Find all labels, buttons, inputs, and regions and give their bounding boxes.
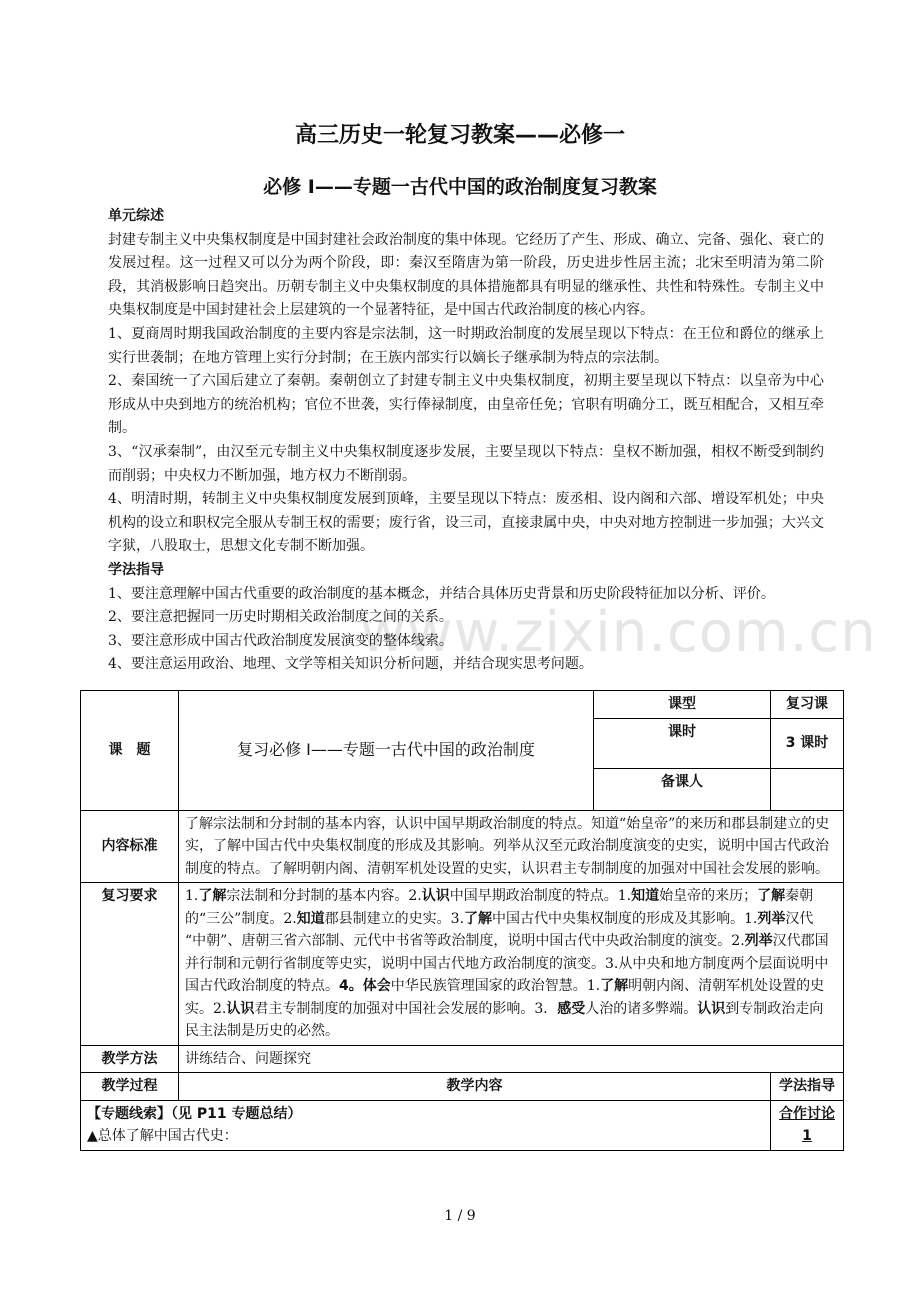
- topic-label: 课 题: [81, 691, 179, 811]
- preparer-value: [771, 768, 844, 810]
- intro-paragraph: 4、明清时期，转制主义中央集权制度发展到顶峰，主要呈现以下特点：废丞相、设内阁和六部、增设军机处；中央机构的设立和职权完全服从专制王权的需要；废行省，设三司，直接隶属中央，中央对地方控制进一步加强；大兴文字狱，八股取士，思想文化专制不断加强。: [108, 491, 824, 555]
- page-number: 1 / 9: [444, 1208, 476, 1224]
- intro-heading: 单元综述: [108, 208, 164, 224]
- topic-value: 复习必修 I——专题一古代中国的政治制度: [179, 691, 594, 811]
- page-title: 高三历史一轮复习教案——必修一: [294, 123, 625, 148]
- watermark: www.zixin.com.cn: [360, 600, 877, 665]
- method-item: 2、要注意把握同一历史时期相关政治制度之间的关系。: [108, 609, 453, 626]
- discussion-label: 合作讨论 1: [771, 1100, 844, 1150]
- guide-label: 学法指导: [771, 1073, 844, 1101]
- teaching-method-label: 教学方法: [81, 1045, 179, 1073]
- intro-paragraph: 3、“汉承秦制”，由汉至元专制主义中央集权制度逐步发展，主要呈现以下特点：皇权不断加强，相权不断受到制约而削弱；中央权力不断加强，地方权力不断削弱。: [108, 443, 824, 484]
- intro-section: [108, 205, 824, 677]
- standard-label: 内容标准: [81, 810, 179, 883]
- requirement-text: 1.了解宗法制和分封制的基本内容。2.认识中国早期政治制度的特点。1.知道始皇帝的来历；了解秦朝的“三公”制度。2.知道郡县制建立的史实。3.了解中国古代中央集权制度的形成及其影响。1.列举汉代 “中朝”、唐朝三省六部制、元代中书省等政治制度，说明中国古代中央政治制度的演变。2.列举汉代郡国并行制和元朝行省制度等史实，说明中国古代地方政治制度的演变。3.从中央和地方制度两个层面说明中国古代政治制度的特点。4。体会中华民族管理国家的政治智慧。1.了解明朝内阁、清朝军机处设置的史实。2.认识君主专制制度的加强对中国社会发展的影响。3．感受人治的诸多弊端。认识到专制政治走向民主法制是历史的必然。: [179, 883, 844, 1046]
- page-subtitle: 必修 I——专题一古代中国的政治制度复习教案: [263, 176, 657, 198]
- clue-cell: [81, 1100, 771, 1150]
- method-item: 4、要注意运用政治、地理、文学等相关知识分析问题，并结合现实思考问题。: [108, 656, 593, 673]
- hours-label: 课时: [594, 718, 771, 768]
- type-value: 复习课: [771, 691, 844, 719]
- standard-text: 了解宗法制和分封制的基本内容，认识中国早期政治制度的特点。知道“始皇帝”的来历和郡县制建立的史实，了解中国古代中央集权制度的形成及其影响。列举从汉至元政治制度演变的史实，说明中国古代政治制度的特点。了解明朝内阁、清朝军机处设置的史实，认识君主专制制度的加强对中国社会发展的影响。: [179, 810, 844, 883]
- method-heading: 学法指导: [108, 561, 164, 578]
- process-label: 教学过程: [81, 1073, 179, 1101]
- clue-item: ▲总体了解中国古代史：: [87, 1128, 238, 1144]
- requirement-label: 复习要求: [81, 883, 179, 1046]
- teaching-method-value: 讲练结合、问题探究: [179, 1045, 844, 1073]
- clue-title: 【专题线索】（见 P11 专题总结）: [87, 1105, 302, 1122]
- method-item: 1、要注意理解中国古代重要的政治制度的基本概念，并结合具体历史背景和历史阶段特征加以分析、评价。: [108, 585, 775, 602]
- lesson-table: [80, 690, 844, 1151]
- content-label: 教学内容: [179, 1073, 771, 1101]
- method-item: 3、要注意形成中国古代政治制度发展演变的整体线索。: [108, 632, 453, 649]
- intro-paragraph: 1、夏商周时期我国政治制度的主要内容是宗法制，这一时期政治制度的发展呈现以下特点：在王位和爵位的继承上实行世袭制；在地方管理上实行分封制；在王族内部实行以嫡长子继承制为特点的宗法制。: [108, 325, 824, 366]
- hours-value: 3 课时: [771, 718, 844, 768]
- preparer-label: 备课人: [594, 768, 771, 810]
- intro-paragraph: 封建专制主义中央集权制度是中国封建社会政治制度的集中体现。它经历了产生、形成、确立、完备、强化、衰亡的发展过程。这一过程又可以分为两个阶段，即：秦汉至隋唐为第一阶段，历史进步性居主流；北宋至明清为第二阶段，其消极影响日趋突出。历朝专制主义中央集权制度的具体措施都具有明显的继承性、共性和特殊性。专制主义中央集权制度是中国封建社会上层建筑的一个显著特征，是中国古代政治制度的核心内容。: [108, 231, 824, 319]
- type-label: 课型: [594, 691, 771, 719]
- intro-paragraph: 2、秦国统一了六国后建立了秦朝。秦朝创立了封建专制主义中央集权制度，初期主要呈现以下特点：以皇帝为中心形成从中央到地方的统治机构；官位不世袭，实行俸禄制度，由皇帝任免；官职有明确分工，既互相配合，又相互牵制。: [108, 373, 824, 437]
